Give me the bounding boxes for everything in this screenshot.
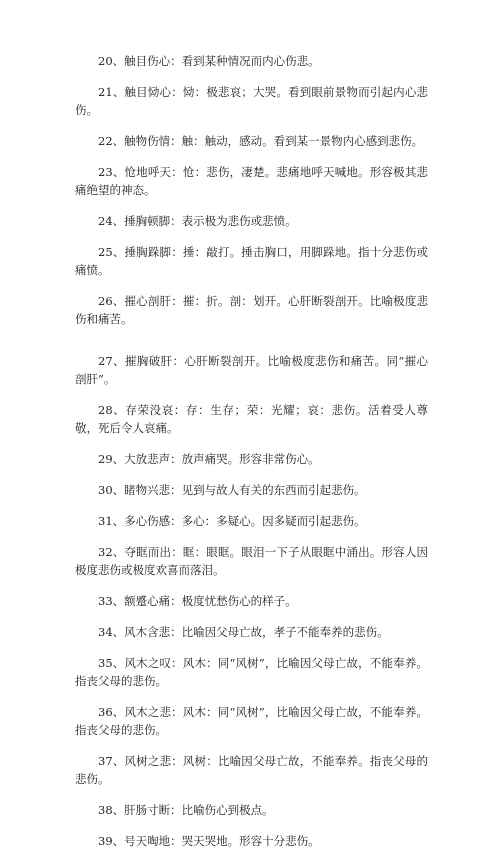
entry-number: 37	[98, 754, 113, 768]
list-item	[75, 592, 428, 610]
entry-number: 27	[98, 354, 113, 368]
entry-text: 、捶胸顿脚：表示极为悲伤或悲愤。	[112, 214, 297, 228]
entry-text: 、触物伤情：触：触动，感动。看到某一景物内心感到悲伤。	[112, 134, 424, 148]
entry-text: 、摧心剖肝：摧：折。剖：划开。心肝断裂剖开。比喻极度悲伤和痛苦。	[75, 294, 428, 326]
list-item	[75, 623, 428, 641]
entry-text: 、存荣没哀：存：生存；荣：光耀；哀：悲伤。活着受人尊敬，死后令人哀痛。	[75, 403, 428, 435]
list-item	[75, 801, 428, 819]
entry-number: 24	[98, 214, 113, 228]
entry-number: 35	[98, 656, 113, 670]
entry-text: 、号天啕地：哭天哭地。形容十分悲伤。	[112, 834, 320, 848]
entry-number: 21	[98, 85, 113, 99]
entry-text: 、大放悲声：放声痛哭。形容非常伤心。	[112, 452, 320, 466]
entry-text: 、风木之叹：风木：同“风树”，比喻因父母亡故，不能奉养。指丧父母的悲伤。	[75, 656, 428, 688]
entry-number: 38	[98, 803, 113, 817]
entry-number: 28	[98, 403, 113, 417]
list-item	[75, 752, 428, 788]
list-item	[75, 543, 428, 579]
entry-text: 、夺眶而出：眶：眼眶。眼泪一下子从眼眶中涌出。形容人因极度悲伤或极度欢喜而落泪。	[75, 545, 428, 577]
list-item	[75, 450, 428, 468]
list-item	[75, 512, 428, 530]
entry-text: 、怆地呼天：怆：悲伤，凄楚。悲痛地呼天喊地。形容极其悲痛绝望的神态。	[75, 165, 428, 197]
list-item	[75, 83, 428, 119]
list-item	[75, 703, 428, 739]
entry-text: 、肝肠寸断：比喻伤心到极点。	[112, 803, 274, 817]
entry-number: 32	[98, 545, 113, 559]
entry-text: 、摧胸破肝：心肝断裂剖开。比喻极度悲伤和痛苦。同“摧心剖肝”。	[75, 354, 428, 386]
list-item	[75, 401, 428, 437]
entry-text: 、捶胸跺脚：捶：敲打。捶击胸口，用脚跺地。指十分悲伤或痛愤。	[75, 245, 428, 277]
entry-text: 、风木之悲：风木：同“风树”，比喻因父母亡故，不能奉养。指丧父母的悲伤。	[75, 705, 428, 737]
entry-number: 22	[98, 134, 113, 148]
entry-text: 、多心伤感：多心：多疑心。因多疑而引起悲伤。	[112, 514, 366, 528]
entry-number: 26	[98, 294, 113, 308]
entry-text: 、风木含悲：比喻因父母亡故，孝子不能奉养的悲伤。	[112, 625, 389, 639]
entry-number: 25	[98, 245, 113, 259]
entry-text: 、风树之悲：风树：比喻因父母亡故，不能奉养。指丧父母的悲伤。	[75, 754, 428, 786]
entry-number: 36	[98, 705, 113, 719]
entry-number: 31	[98, 514, 113, 528]
list-item	[75, 52, 428, 70]
entry-text: 、睹物兴悲：见到与故人有关的东西而引起悲伤。	[112, 483, 366, 497]
entry-text: 、触目恸心：恸：极悲哀；大哭。看到眼前景物而引起内心悲伤。	[75, 85, 428, 117]
list-item	[75, 132, 428, 150]
entry-text: 、触目伤心：看到某种情况而内心伤悲。	[112, 54, 320, 68]
entry-number: 29	[98, 452, 113, 466]
entry-number: 39	[98, 834, 113, 848]
entry-number: 20	[98, 54, 113, 68]
list-item	[75, 654, 428, 690]
list-item	[75, 243, 428, 279]
entry-number: 23	[98, 165, 113, 179]
entry-number: 33	[98, 594, 113, 608]
entry-text: 、额蹙心痛：极度忧愁伤心的样子。	[112, 594, 297, 608]
list-item	[75, 481, 428, 499]
list-item	[75, 212, 428, 230]
list-item	[75, 163, 428, 199]
entry-number: 30	[98, 483, 113, 497]
list-item	[75, 832, 428, 850]
entry-number: 34	[98, 625, 113, 639]
list-item	[75, 352, 428, 388]
list-item	[75, 292, 428, 328]
